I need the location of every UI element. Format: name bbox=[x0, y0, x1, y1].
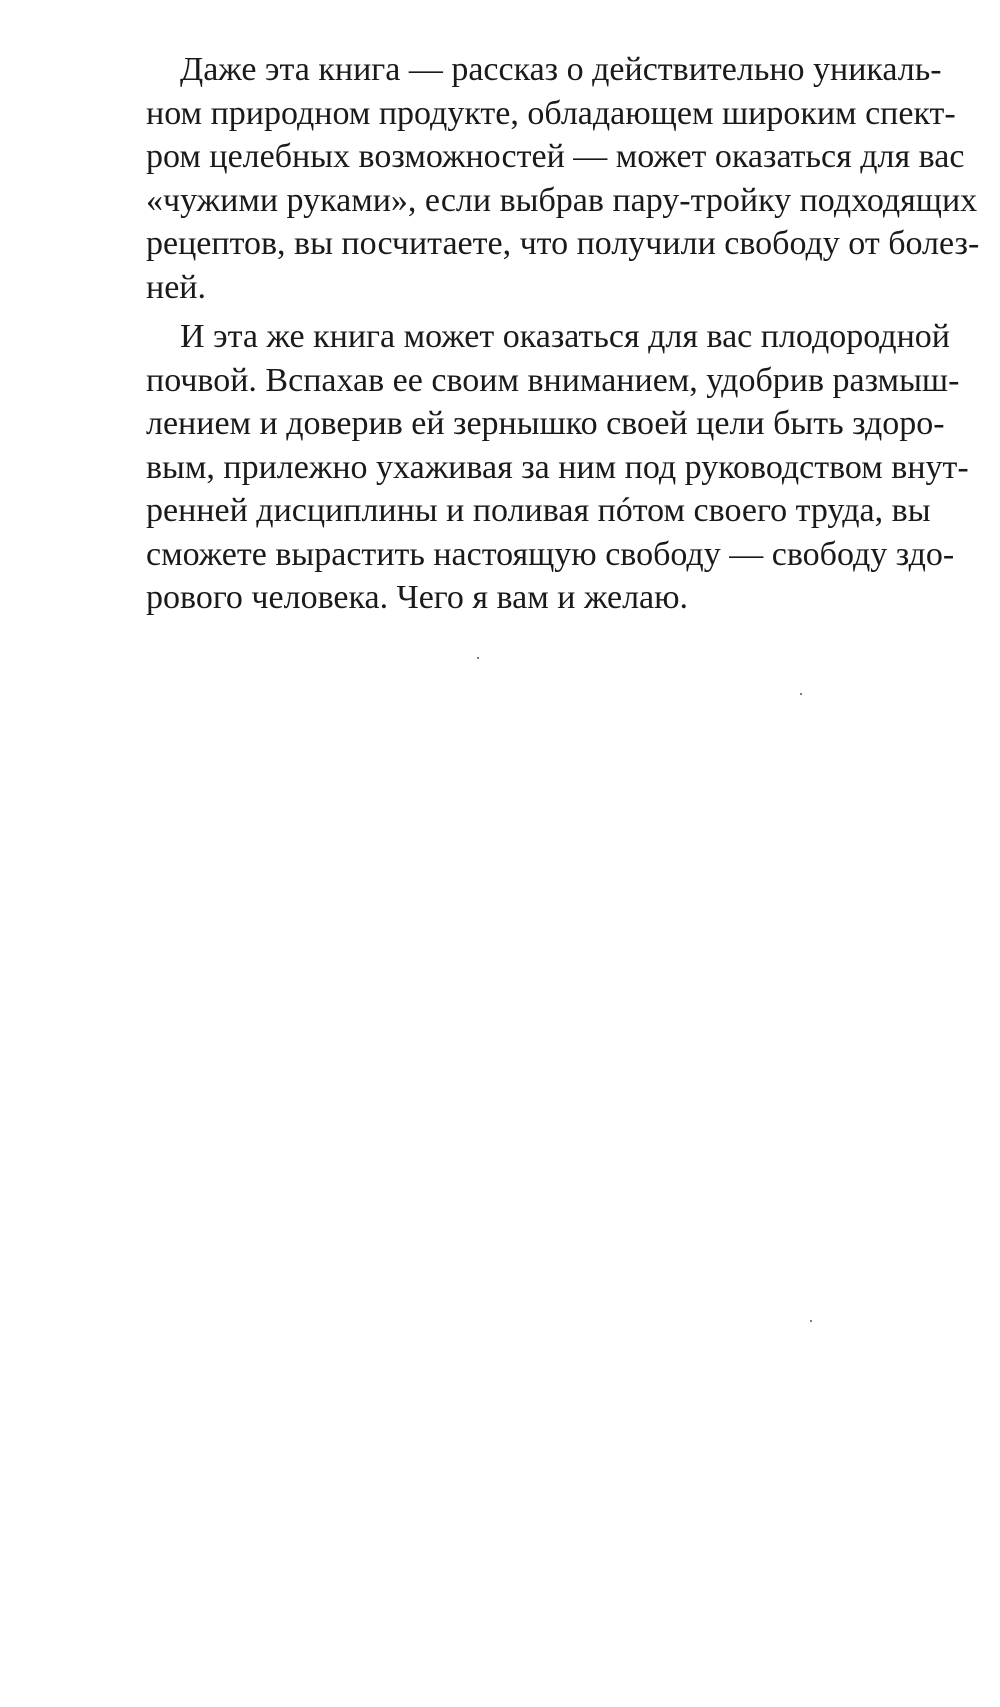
paragraph-2 bbox=[146, 315, 969, 620]
text-line: И эта же книга может оказаться для вас плодородной bbox=[180, 318, 950, 355]
scan-speck bbox=[800, 693, 802, 695]
text-line: ном природном продукте, обладающем широким спект- bbox=[146, 94, 956, 132]
text-line: ней. bbox=[146, 268, 206, 306]
text-line: ром целебных возможностей — может оказаться для вас bbox=[146, 138, 965, 175]
text-line: почвой. Вспахав ее своим вниманием, удобрив размыш- bbox=[146, 361, 960, 399]
text-line: вым, прилежно ухаживая за ним под руководством внут- bbox=[146, 448, 969, 486]
text-line: рового человека. Чего я вам и желаю. bbox=[146, 579, 689, 616]
body-text bbox=[146, 48, 980, 620]
text-line: ренней дисциплины и поливая пóтом своего труда, вы bbox=[146, 492, 931, 529]
scan-speck bbox=[810, 1320, 812, 1322]
text-line: рецептов, вы посчитаете, что получили свободу от болез- bbox=[146, 225, 980, 262]
scan-speck bbox=[477, 657, 479, 659]
text-line: сможете вырастить настоящую свободу — свободу здо- bbox=[146, 535, 955, 573]
text-line: Даже эта книга — рассказ о действительно уникаль- bbox=[180, 51, 942, 88]
text-line: лением и доверив ей зернышко своей цели быть здоро- bbox=[146, 405, 945, 442]
text-line: «чужими руками», если выбрав пару-тройку подходящих bbox=[146, 181, 978, 219]
paragraph-1 bbox=[146, 48, 980, 309]
